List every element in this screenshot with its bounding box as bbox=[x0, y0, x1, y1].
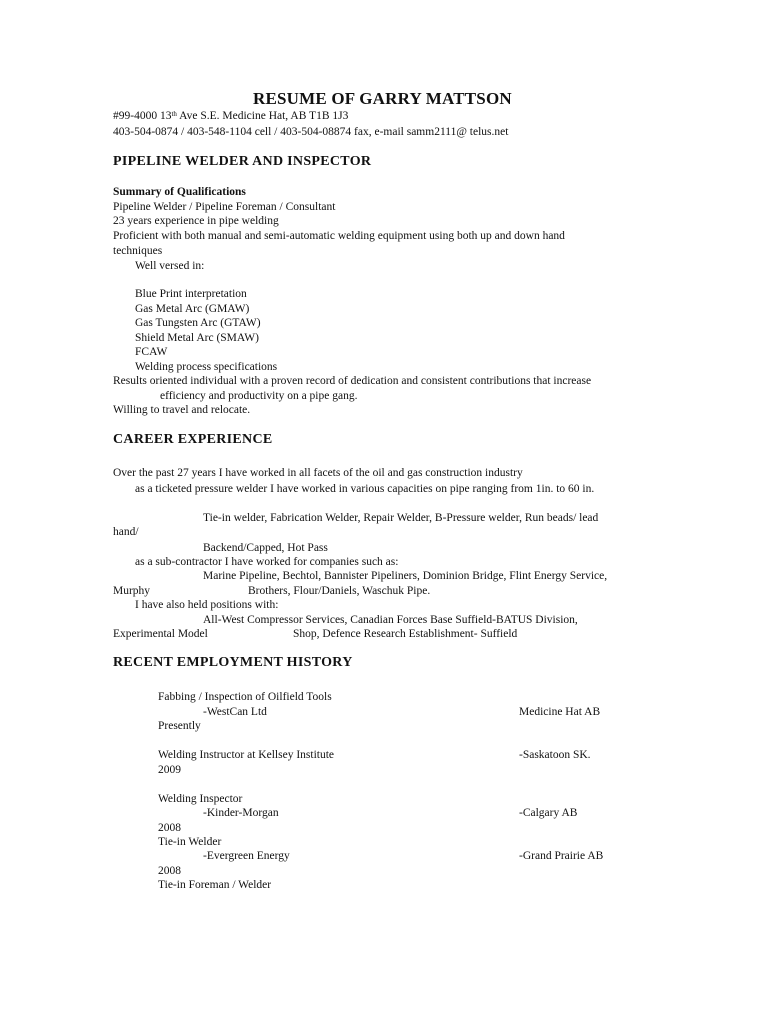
job-company: -Kinder-Morgan bbox=[203, 807, 279, 819]
qualification-line: Willing to travel and relocate. bbox=[113, 404, 251, 416]
job-company: -Evergreen Energy bbox=[203, 850, 290, 862]
qualification-line: Proficient with both manual and semi-automatic welding equipment using both up and down hand bbox=[113, 230, 565, 242]
career-line: hand/ bbox=[113, 526, 139, 538]
career-line: Experimental Model bbox=[113, 628, 208, 640]
career-line: as a sub-contractor I have worked for companies such as: bbox=[135, 556, 399, 568]
job-title: Welding Instructor at Kellsey Institute bbox=[158, 749, 335, 761]
job-period: 2008 bbox=[158, 822, 181, 834]
career-line: Marine Pipeline, Bechtol, Bannister Pipeliners, Dominion Bridge, Flint Energy Service, bbox=[203, 570, 608, 582]
skill-item: Gas Metal Arc (GMAW) bbox=[135, 303, 250, 315]
employment-heading: RECENT EMPLOYMENT HISTORY bbox=[113, 655, 353, 670]
skill-item: Blue Print interpretation bbox=[135, 288, 247, 300]
career-line: as a ticketed pressure welder I have worked in various capacities on pipe ranging from 1in. to 60 in. bbox=[135, 483, 595, 495]
job-period: Presently bbox=[158, 720, 201, 732]
skill-item: Gas Tungsten Arc (GTAW) bbox=[135, 317, 261, 329]
resume-title: RESUME OF GARRY MATTSON bbox=[253, 89, 512, 108]
qualification-line: techniques bbox=[113, 245, 163, 257]
career-line: All-West Compressor Services, Canadian Forces Base Suffield-BATUS Division, bbox=[203, 614, 578, 626]
job-period: 2008 bbox=[158, 865, 181, 877]
skill-item: Welding process specifications bbox=[135, 361, 278, 373]
job-location: -Saskatoon SK. bbox=[519, 749, 591, 761]
job-location: -Grand Prairie AB bbox=[519, 850, 604, 862]
career-line: Over the past 27 years I have worked in all facets of the oil and gas construction industry bbox=[113, 467, 523, 479]
qualification-line: Results oriented individual with a proven record of dedication and consistent contributions that increase bbox=[113, 375, 592, 387]
skill-item: Shield Metal Arc (SMAW) bbox=[135, 332, 259, 344]
address-superscript: th bbox=[171, 110, 177, 118]
job-title: Fabbing / Inspection of Oilfield Tools bbox=[158, 691, 332, 703]
career-line: Murphy bbox=[113, 585, 151, 597]
skill-item: FCAW bbox=[135, 346, 168, 358]
address-line bbox=[113, 109, 348, 123]
career-line: Tie-in welder, Fabrication Welder, Repair Welder, B-Pressure welder, Run beads/ lead bbox=[203, 512, 599, 524]
contact-line: 403-504-0874 / 403-548-1104 cell / 403-504-08874 fax, e-mail samm2111@ telus.net bbox=[113, 126, 509, 138]
qualification-line: Well versed in: bbox=[135, 260, 205, 272]
career-heading: CAREER EXPERIENCE bbox=[113, 432, 273, 447]
qualifications-heading: Summary of Qualifications bbox=[113, 186, 246, 198]
qualification-line: efficiency and productivity on a pipe gang. bbox=[160, 390, 358, 402]
career-line: Brothers, Flour/Daniels, Waschuk Pipe. bbox=[248, 585, 431, 597]
career-line: Shop, Defence Research Establishment- Suffield bbox=[293, 628, 518, 640]
job-title: Welding Inspector bbox=[158, 793, 243, 805]
address-suffix: Ave S.E. Medicine Hat, AB T1B 1J3 bbox=[176, 110, 349, 122]
career-line: I have also held positions with: bbox=[135, 599, 279, 611]
qualification-line: Pipeline Welder / Pipeline Foreman / Consultant bbox=[113, 201, 336, 213]
address-prefix: #99-4000 13 bbox=[113, 110, 172, 122]
career-line: Backend/Capped, Hot Pass bbox=[203, 542, 328, 554]
job-period: 2009 bbox=[158, 764, 181, 776]
role-heading: PIPELINE WELDER AND INSPECTOR bbox=[113, 154, 372, 169]
job-company: -WestCan Ltd bbox=[203, 706, 267, 718]
job-title: Tie-in Welder bbox=[158, 836, 222, 848]
job-location: -Calgary AB bbox=[519, 807, 578, 819]
qualification-line: 23 years experience in pipe welding bbox=[113, 215, 279, 227]
job-title: Tie-in Foreman / Welder bbox=[158, 879, 272, 891]
job-location: Medicine Hat AB bbox=[519, 706, 601, 718]
